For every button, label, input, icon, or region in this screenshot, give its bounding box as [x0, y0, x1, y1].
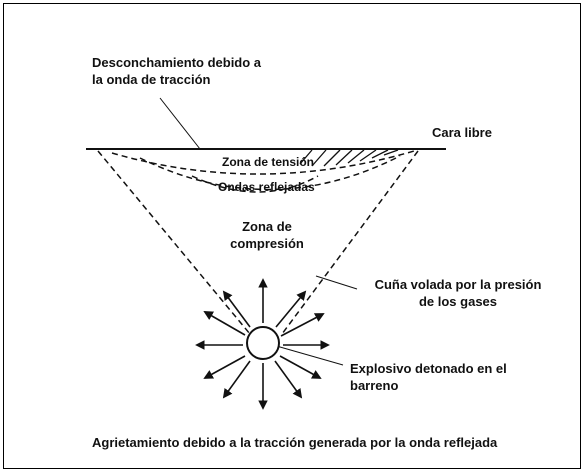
wedge-label-line-1: Cuña volada por la presión [374, 277, 542, 292]
wedge-leader [316, 276, 357, 289]
compression-zone-label [226, 218, 308, 252]
spalling-label-line-1: Desconchamiento debido a [92, 55, 262, 70]
spalling-leader [160, 98, 200, 149]
explosive-charge [247, 327, 279, 359]
wedge-label-line-2: de los gases [418, 294, 498, 309]
explosive-label [350, 360, 507, 394]
figure-caption: Agrietamiento debido a la tracción generada por la onda reflejada [92, 435, 498, 450]
wedge-label [358, 276, 558, 310]
explosive-label-line-2: barreno [350, 378, 399, 393]
compression-zone-line-1: Zona de [242, 219, 292, 234]
free-face-label: Cara libre [432, 125, 492, 140]
tension-zone-label: Zona de tensión [222, 155, 315, 169]
explosive-label-line-1: Explosivo detonado en el [350, 361, 507, 376]
spalling-label-line-2: la onda de tracción [92, 72, 211, 87]
spalling-label [92, 54, 261, 88]
compression-zone-line-2: compresión [230, 236, 304, 251]
reflected-waves-label: Ondas reflejadas [218, 180, 315, 194]
